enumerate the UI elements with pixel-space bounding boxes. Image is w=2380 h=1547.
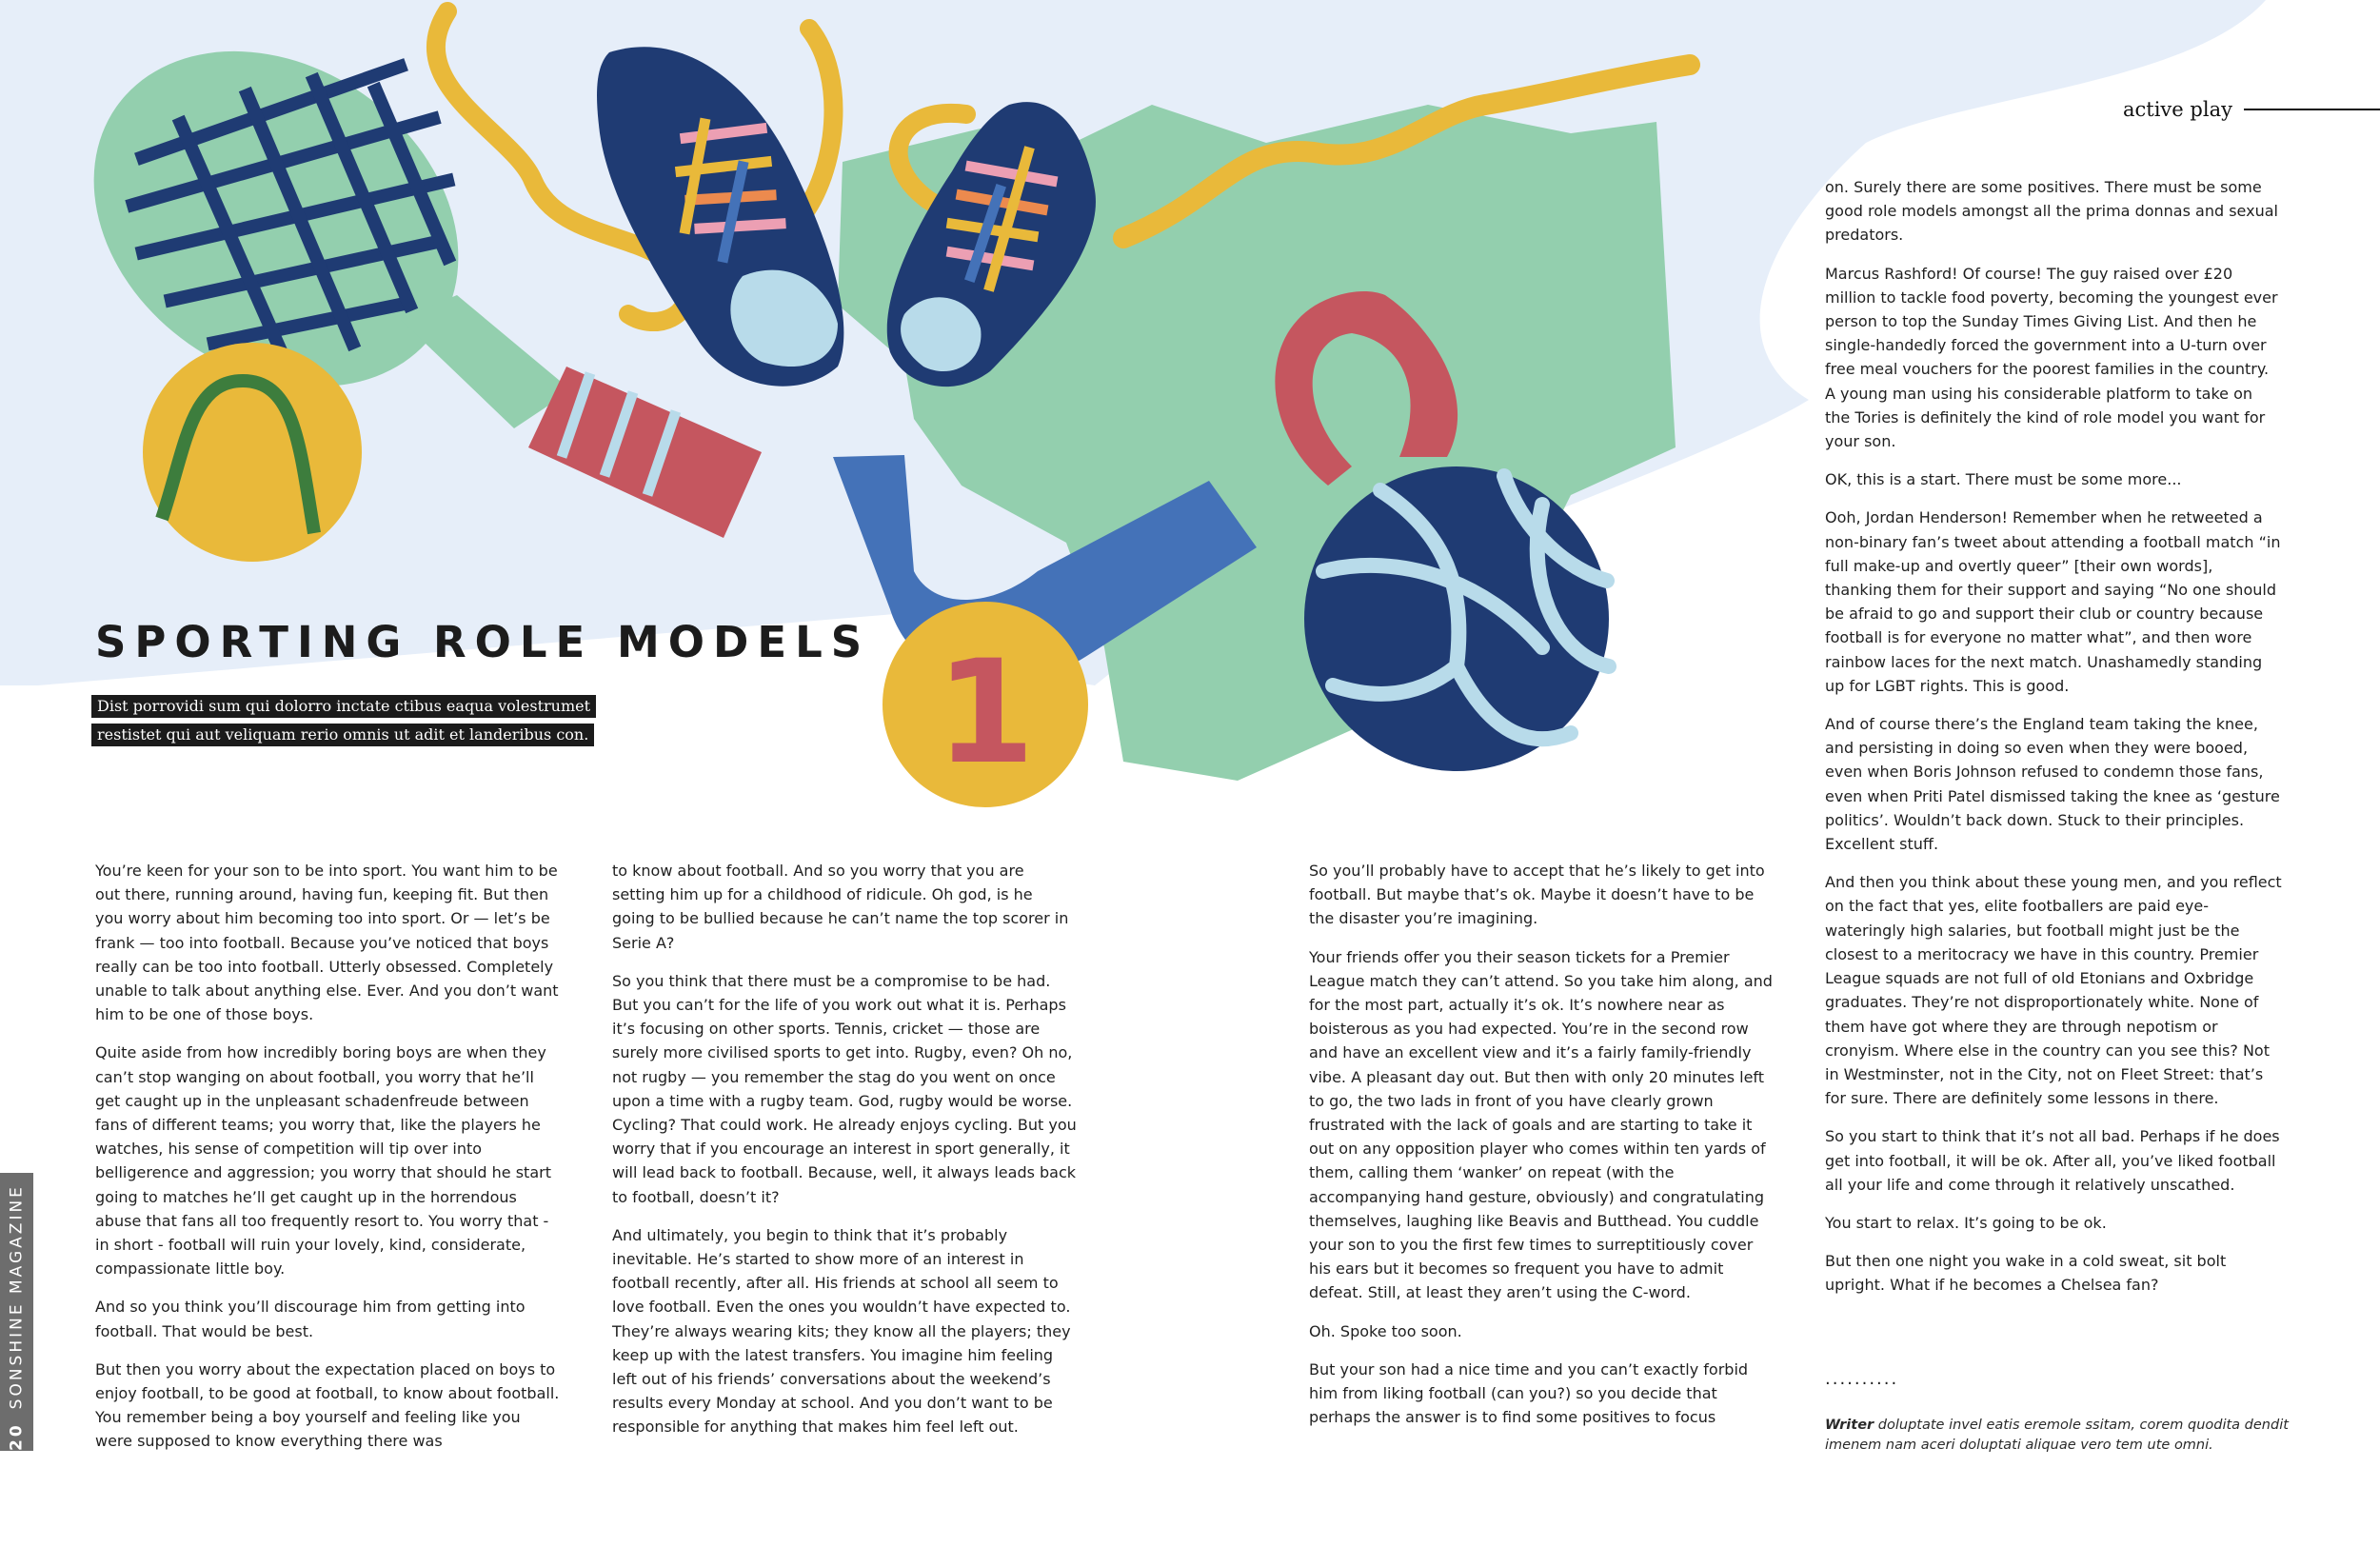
standfirst	[91, 695, 758, 752]
paragraph: So you’ll probably have to accept that he’s likely to get into football. But maybe that’s ok. Maybe it doesn’t have to be the disaster you’re imagining.	[1309, 862, 1765, 928]
section-tag-label: active play	[2123, 98, 2232, 121]
paragraph: Quite aside from how incredibly boring boys are when they can’t stop wanging on about football, you worry that he’ll get caught up in the unpleasant schadenfreude between fans of different teams; you worry that, like the players he watches, his sense of competition will tip over into belligerence and aggression; you worry that should he start going to matches he’ll get caught up in the horrendous abuse that fans all too frequently resort to. You worry that - in short - football will ruin your lovely, kind, considerate, compassionate little boy.	[95, 1043, 551, 1279]
credit-label: Writer	[1825, 1418, 1874, 1433]
volleyball	[1304, 466, 1609, 771]
page-spine	[0, 1173, 33, 1451]
paragraph: So you think that there must be a compromise to be had. But you can’t for the life of you work out what it is. Perhaps it’s focusing on other sports. Tennis, cricket — those are surely more civilised sports to get into. Rugby, even? Oh no, not rugby — you remember the stag do you went on once upon a time with a rugby team. God, rugby would be worse. Cycling? That could work. He already enjoys cycling. But you worry that if you encourage an interest in sport generally, it will lead back to football. Because, well, it always leads back to football, doesn’t it?	[612, 971, 1077, 1206]
article-column-1	[95, 859, 562, 1468]
standfirst-line: restistet qui aut veliquam rerio omnis ut adit et landeribus con.	[91, 724, 594, 746]
paragraph: to know about football. And so you worry that you are setting him up for a childhood of ridicule. Oh god, is he going to be bullied because he can’t name the top scorer in Serie A?	[612, 862, 1069, 952]
paragraph: But your son had a nice time and you can’t exactly forbid him from liking football (can you?) so you decide that perhaps the answer is to find some positives to focus	[1309, 1359, 1749, 1427]
article-column-4	[1825, 175, 2282, 1312]
paragraph: But then one night you wake in a cold sweat, sit bolt upright. What if he becomes a Chelsea fan?	[1825, 1252, 2227, 1295]
paragraph: But then you worry about the expectation placed on boys to enjoy football, to be good at football, to know about football. You remember being a boy yourself and feeling like you were supposed to know everything there was	[95, 1359, 560, 1451]
paragraph: So you start to think that it’s not all bad. Perhaps if he does get into football, it will be ok. After all, you’ve liked football all your life and come through it relatively unscathed.	[1825, 1127, 2280, 1194]
standfirst-line: Dist porrovidi sum qui dolorro inctate ctibus eaqua volestrumet	[91, 695, 596, 718]
paragraph: on. Surely there are some positives. There must be some good role models amongst all the prima donnas and sexual predators.	[1825, 178, 2278, 245]
end-separator: ..........	[1825, 1369, 1899, 1389]
paragraph: OK, this is a start. There must be some more...	[1825, 470, 2182, 489]
paragraph: And of course there’s the England team taking the knee, and persisting in doing so even when they were booed, even when Boris Johnson refused to condemn those fans, even when Priti Patel dismissed taking the knee as ‘gesture politics’. Wouldn’t back down. Stuck to their principles. Excellent stuff.	[1825, 715, 2280, 854]
section-tag-rule	[2244, 109, 2380, 110]
credit-text: doluptate invel eatis eremole ssitam, corem quodita dendit imenem nam aceri doluptati aliquae vero tem ute omni.	[1825, 1418, 2289, 1453]
magazine-name: SONSHINE MAGAZINE	[7, 1184, 26, 1410]
medal-number: 1	[935, 630, 1036, 796]
page-number: 20	[7, 1422, 26, 1451]
writer-credit	[1825, 1416, 2291, 1456]
paragraph: Your friends offer you their season tickets for a Premier League match they can’t attend. So you take him along, and for the most part, actually it’s ok. It’s nowhere near as boisterous as you had expected. You’re in the second row and have an excellent view and it’s a fairly family-friendly vibe. A pleasant day out. But then with only 20 minutes left to go, the two lads in front of you have clearly grown frustrated with the lack of goals and are starting to take it out on any opposition player who comes within ten yards of them, calling them ‘wanker’ on repeat (with the accompanying hand gesture, obviously) and congratulating themselves, laughing like Beavis and Butthead. You cuddle your son to you the first few times to surreptitiously cover his ears but it becomes so frequent you have to admit defeat. Still, at least they aren’t using the C-word.	[1309, 947, 1773, 1302]
paragraph: Ooh, Jordan Henderson! Remember when he retweeted a non-binary fan’s tweet about attending a football match “in full make-up and overtly queer” [their own words], thanking them for their support and saying “No one should be afraid to go and support their club or country because football is for everyone no matter what”, and then wore rainbow laces for the next match. Unashamedly standing up for LGBT rights. This is good.	[1825, 508, 2281, 695]
page-title: SPORTING ROLE MODELS	[95, 617, 871, 667]
article-column-3	[1309, 859, 1775, 1443]
paragraph: Oh. Spoke too soon.	[1309, 1321, 1462, 1340]
article-column-2	[612, 859, 1079, 1454]
paragraph: You start to relax. It’s going to be ok.	[1825, 1213, 2107, 1232]
tennis-ball	[143, 343, 362, 562]
spine-text	[0, 1173, 33, 1451]
paragraph: Marcus Rashford! Of course! The guy raised over £20 million to tackle food poverty, becoming the youngest ever person to top the Sunday Times Giving List. And then he single-handedly forced the government into a U-turn over free meal vouchers for the poorest families in the country. A young man using his considerable platform to take on the Tories is definitely the kind of role model you want for your son.	[1825, 264, 2278, 451]
paragraph: And ultimately, you begin to think that it’s probably inevitable. He’s started to show more of an interest in football recently, after all. His friends at school all seem to love football. Even the ones you wouldn’t have expected to. They’re always wearing kits; they know all the players; they keep up with the latest transfers. You imagine him feeling left out of his friends’ conversations about the weekend’s results every Monday at school. And you don’t want to be responsible for anything that makes him feel left out.	[612, 1225, 1071, 1437]
section-tag	[2123, 95, 2380, 124]
paragraph: You’re keen for your son to be into sport. You want him to be out there, running around, having fun, keeping fit. But then you worry about him becoming too into sport. Or — let’s be frank — too into football. Because you’ve noticed that boys really can be too into football. Utterly obsessed. Completely unable to talk about anything else. Ever. And you don’t want him to be one of those boys.	[95, 862, 559, 1024]
paragraph: And so you think you’ll discourage him from getting into football. That would be best.	[95, 1298, 526, 1340]
paragraph: And then you think about these young men, and you reflect on the fact that yes, elite footballers are paid eye-wateringly high salaries, but football might just be the closest to a meritocracy we have in this country. Premier League squads are not full of old Etonians and Oxbridge graduates. They’re not disproportionately white. None of them have got where they are through nepotism or cronyism. Where else in the country can you see this? Not in Westminster, not in the City, not on Fleet Street: that’s for sure. There are definitely some lessons in there.	[1825, 873, 2282, 1108]
